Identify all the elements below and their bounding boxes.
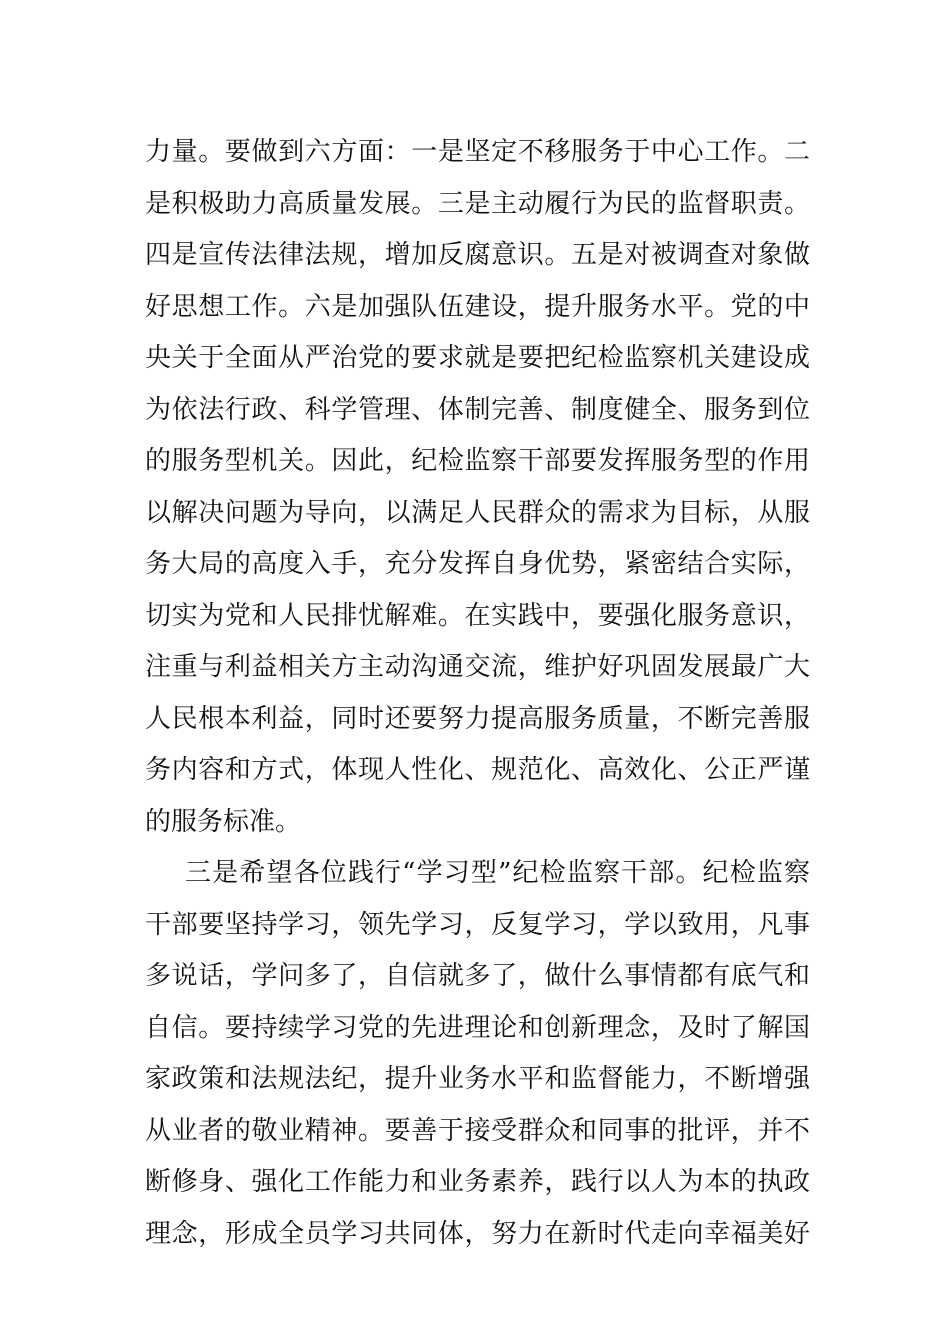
text-line: 为依法行政、科学管理、体制完善、制度健全、服务到位 <box>145 394 810 425</box>
text-line: 切实为党和人民排忧解难。在实践中，要强化服务意识， <box>145 600 810 631</box>
text-line: 多说话，学问多了，自信就多了，做什么事情都有底气和 <box>145 961 810 991</box>
text-line: 四是宣传法律法规，增加反腐意识。五是对被调查对象做 <box>145 240 810 270</box>
text-line: 干部要坚持学习，领先学习，反复学习，学以致用，凡事 <box>145 909 810 940</box>
text-line: 力量。要做到六方面：一是坚定不移服务于中心工作。二 <box>145 137 810 167</box>
text-line: 好思想工作。六是加强队伍建设，提升服务水平。党的中 <box>145 291 810 322</box>
paragraph-1 <box>145 127 810 848</box>
text-line: 是积极助力高质量发展。三是主动履行为民的监督职责。 <box>145 188 810 219</box>
text-line: 三是希望各位践行“学习型”纪检监察干部。纪检监察 <box>185 858 810 888</box>
text-line: 央关于全面从严治党的要求就是要把纪检监察机关建设成 <box>145 343 810 373</box>
text-line: 务大局的高度入手，充分发挥自身优势，紧密结合实际， <box>145 549 810 579</box>
text-line: 家政策和法规法纪，提升业务水平和监督能力，不断增强 <box>145 1064 810 1094</box>
text-line: 务内容和方式，体现人性化、规范化、高效化、公正严谨 <box>145 755 810 785</box>
text-line: 理念，形成全员学习共同体，努力在新时代走向幸福美好 <box>145 1218 810 1249</box>
text-line: 的服务型机关。因此，纪检监察干部要发挥服务型的作用 <box>145 446 810 476</box>
text-line: 人民根本利益，同时还要努力提高服务质量，不断完善服 <box>145 703 810 734</box>
text-line: 自信。要持续学习党的先进理论和创新理念，及时了解国 <box>145 1012 810 1043</box>
body-text <box>145 127 810 1260</box>
text-line: 以解决问题为导向，以满足人民群众的需求为目标，从服 <box>145 497 810 528</box>
text-line: 从业者的敬业精神。要善于接受群众和同事的批评，并不 <box>145 1115 810 1146</box>
paragraph-2 <box>145 848 810 1260</box>
text-line: 断修身、强化工作能力和业务素养，践行以人为本的执政 <box>145 1167 810 1197</box>
text-line: 的服务标准。 <box>145 806 302 837</box>
text-line: 注重与利益相关方主动沟通交流，维护好巩固发展最广大 <box>145 652 810 682</box>
